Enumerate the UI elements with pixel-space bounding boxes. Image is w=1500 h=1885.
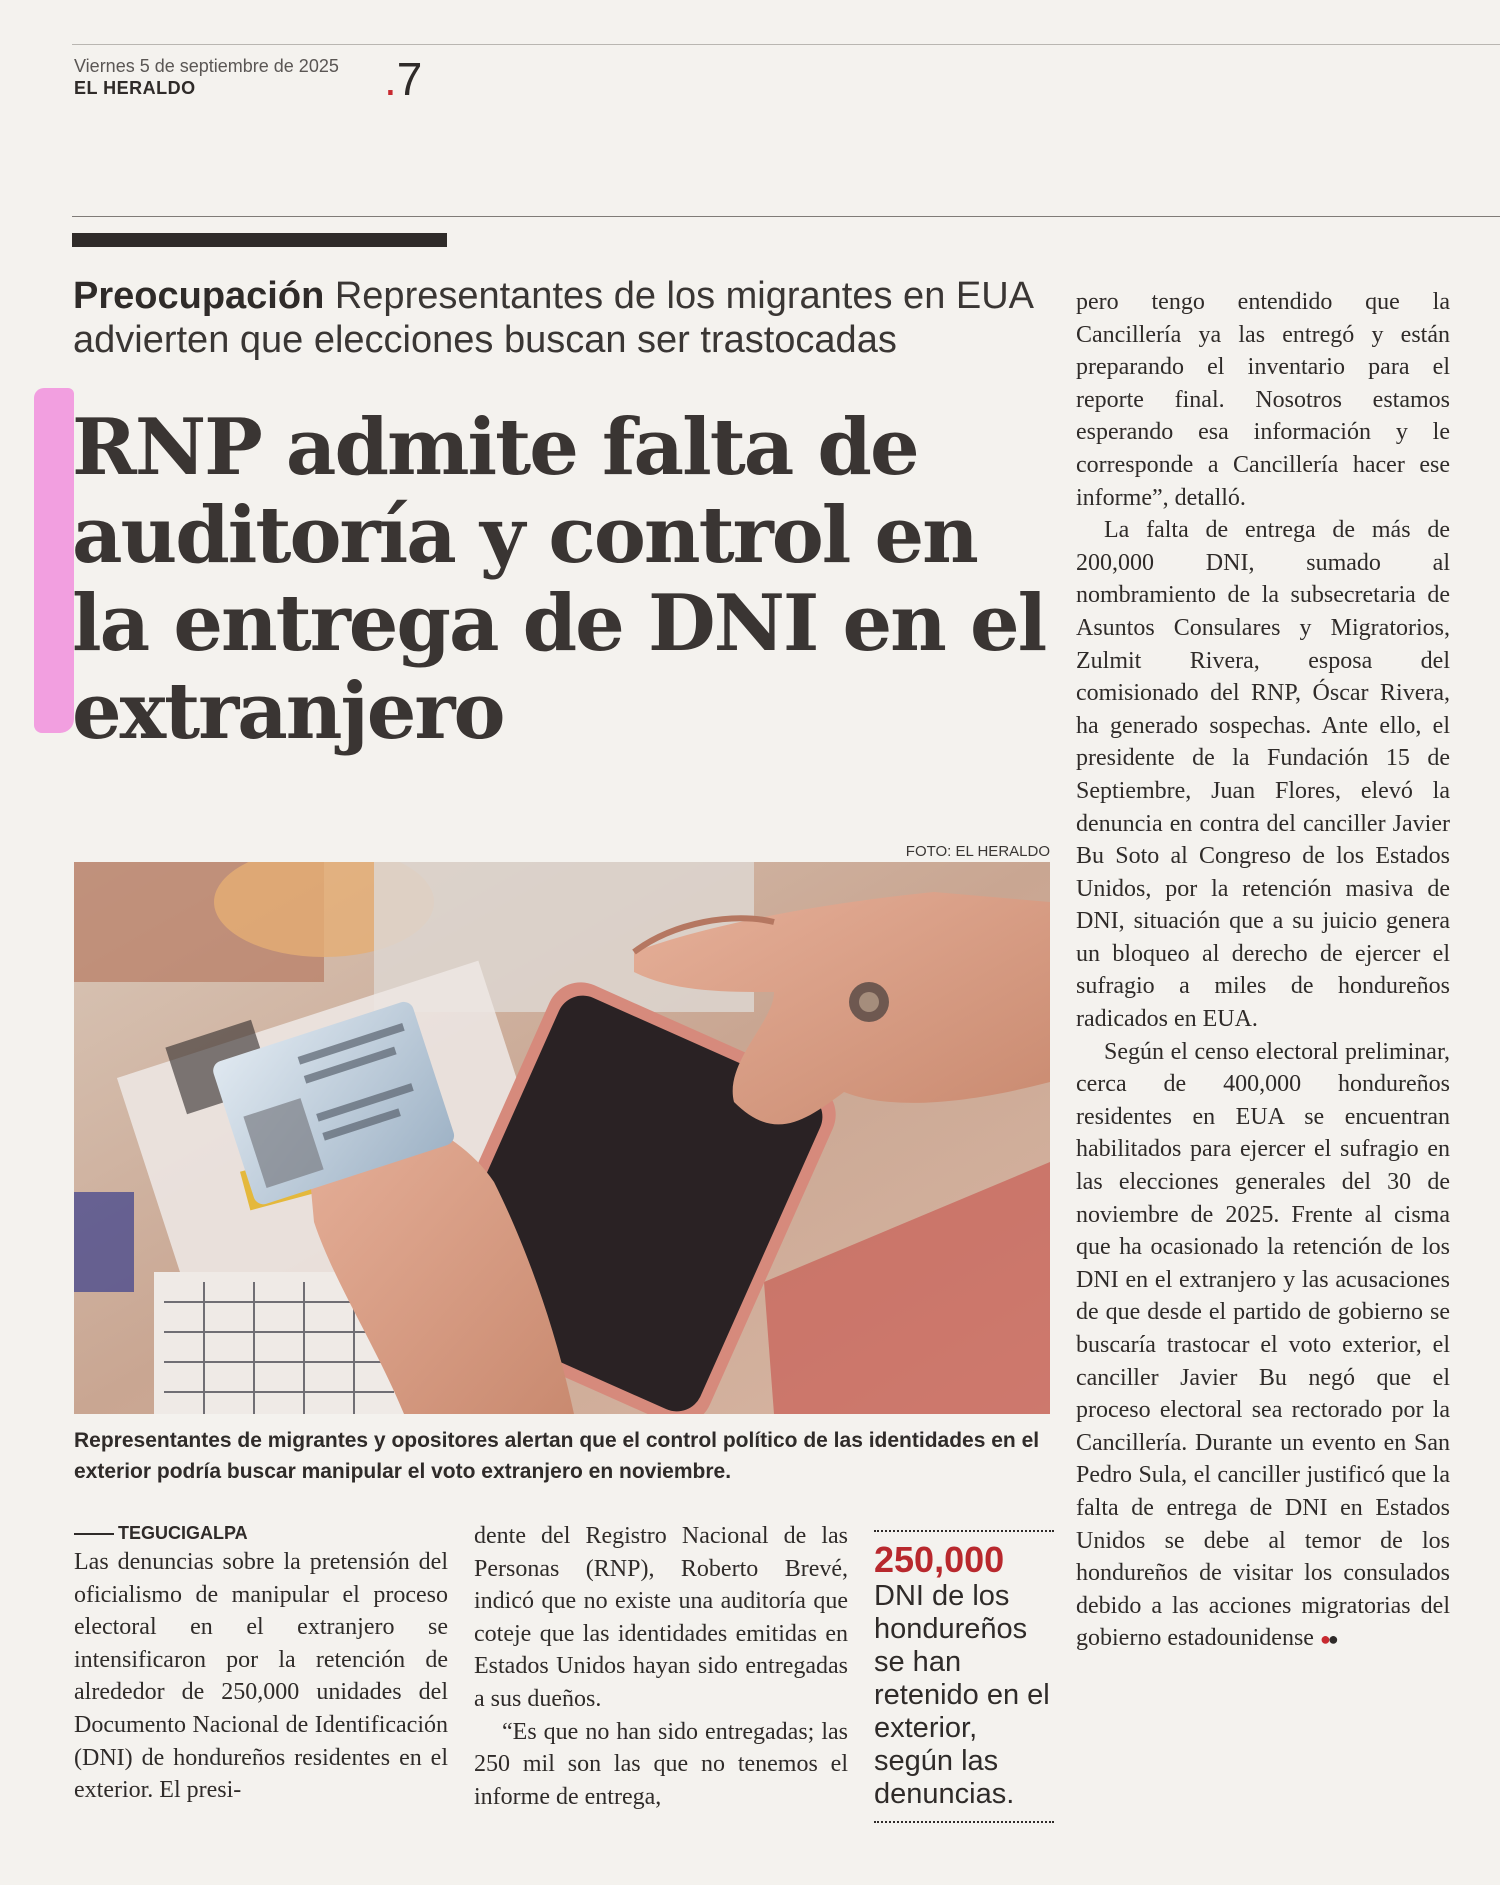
headline: RNP admite falta de auditoría y control en la entrega de DNI en el extranjero [72,402,1046,757]
dateline [74,1520,448,1546]
column-2-paragraph-2: “Es que no han sido entregadas; las 250 mil son las que no tenemos el informe de entrega, [474,1718,848,1810]
kicker [73,274,1053,362]
dateline-text: TEGUCIGALPA [118,1523,248,1543]
column-1-paragraph: Las denuncias sobre la pretensión del oficialismo de manipular el proceso electoral en el extranjero se intensificaron por la retención de alrededor de 250,000 unidades del Documento Nacional de Identificación (DNI) de hondureños residentes en el exterior. El presi- [74,1549,448,1804]
pull-quote-text: DNI de los hondureños se han retenido en el exterior, según las denuncias. [874,1580,1050,1810]
page-dot: . [384,53,397,105]
section-rule [72,216,1500,217]
photo-credit: FOTO: EL HERALDO [905,843,1050,860]
column-3-paragraph-3-text: Según el censo electoral preliminar, cerca de 400,000 hondureños residentes en EUA se encuentran habilitados para ejercer el sufragio en las elecciones generales del 30 de noviembre de 2025. Frente al cisma que ha ocasionado la retención de los DNI en el extranjero y las acusaciones de que desde el partido de gobierno se buscaría trastocar el voto exterior, el canciller Javier Bu negó que el proceso electoral sea rectorado por la Cancillería. Durante un evento en San Pedro Sula, el canciller justificó que la falta de entrega de DNI en Estados Unidos se debe al temor de los hondureños de visitar los consulados debido a las acciones migratorias del gobierno estadounidense [1076,1038,1450,1652]
photo-caption: Representantes de migrantes y opositores alertan que el control político de las identidades en el exterior podría buscar manipular el voto extranjero en noviembre. [74,1429,1040,1483]
page-number [384,53,423,105]
column-3-paragraph-3 [1076,1036,1450,1656]
dateline-dash [74,1533,114,1535]
column-2-paragraph-1: dente del Registro Nacional de las Personas (RNP), Roberto Brevé, indicó que no existe una auditoría que coteje que las identidades emitidas en Estados Unidos hayan sido entregadas a sus dueños. [474,1523,848,1712]
newspaper-name: EL HERALDO [74,78,196,98]
column-3-paragraph-1: pero tengo entendido que la Cancillería ya las entregó y están preparando el inventario para el reporte final. Nosotros estamos esperando esa información y le corresponde a Cancillería hacer ese informe”, detalló. [1076,289,1450,511]
pull-quote-number: 250,000 [874,1539,1005,1580]
article-column-3 [1076,286,1450,1656]
highlighter-mark [34,388,74,733]
kicker-text: Representantes de los migrantes en EUA advierten que elecciones buscan ser trastocadas [73,275,1032,361]
column-3-paragraph-2: La falta de entrega de más de 200,000 DNI, sumado al nombramiento de la subsecretaria de Asuntos Consulares y Migratorios, Zulmit Rivera, esposa del comisionado del RNP, Óscar Rivera, ha generado sospechas. Ante ello, el presidente de la Fundación 15 de Septiembre, Juan Flores, elevó la denuncia en contra del canciller Javier Bu Soto al Congreso de los Estados Unidos, por la retención masiva de DNI, situación que a su juicio genera un bloqueo al derecho de ejercer el sufragio a miles de hondureños radicados en EUA. [1076,517,1450,1033]
top-rule [72,44,1500,45]
section-bar [72,233,447,247]
page-number-value: 7 [396,53,423,105]
article-column-2 [474,1520,848,1813]
kicker-label: Preocupación [73,275,325,317]
issue-date: Viernes 5 de septiembre de 2025 [74,56,339,76]
article-photo [74,862,1050,1414]
article-column-1 [74,1520,448,1807]
pull-quote [874,1530,1054,1823]
photo-illustration [74,862,1050,1414]
end-mark: ●● [1319,1629,1336,1650]
